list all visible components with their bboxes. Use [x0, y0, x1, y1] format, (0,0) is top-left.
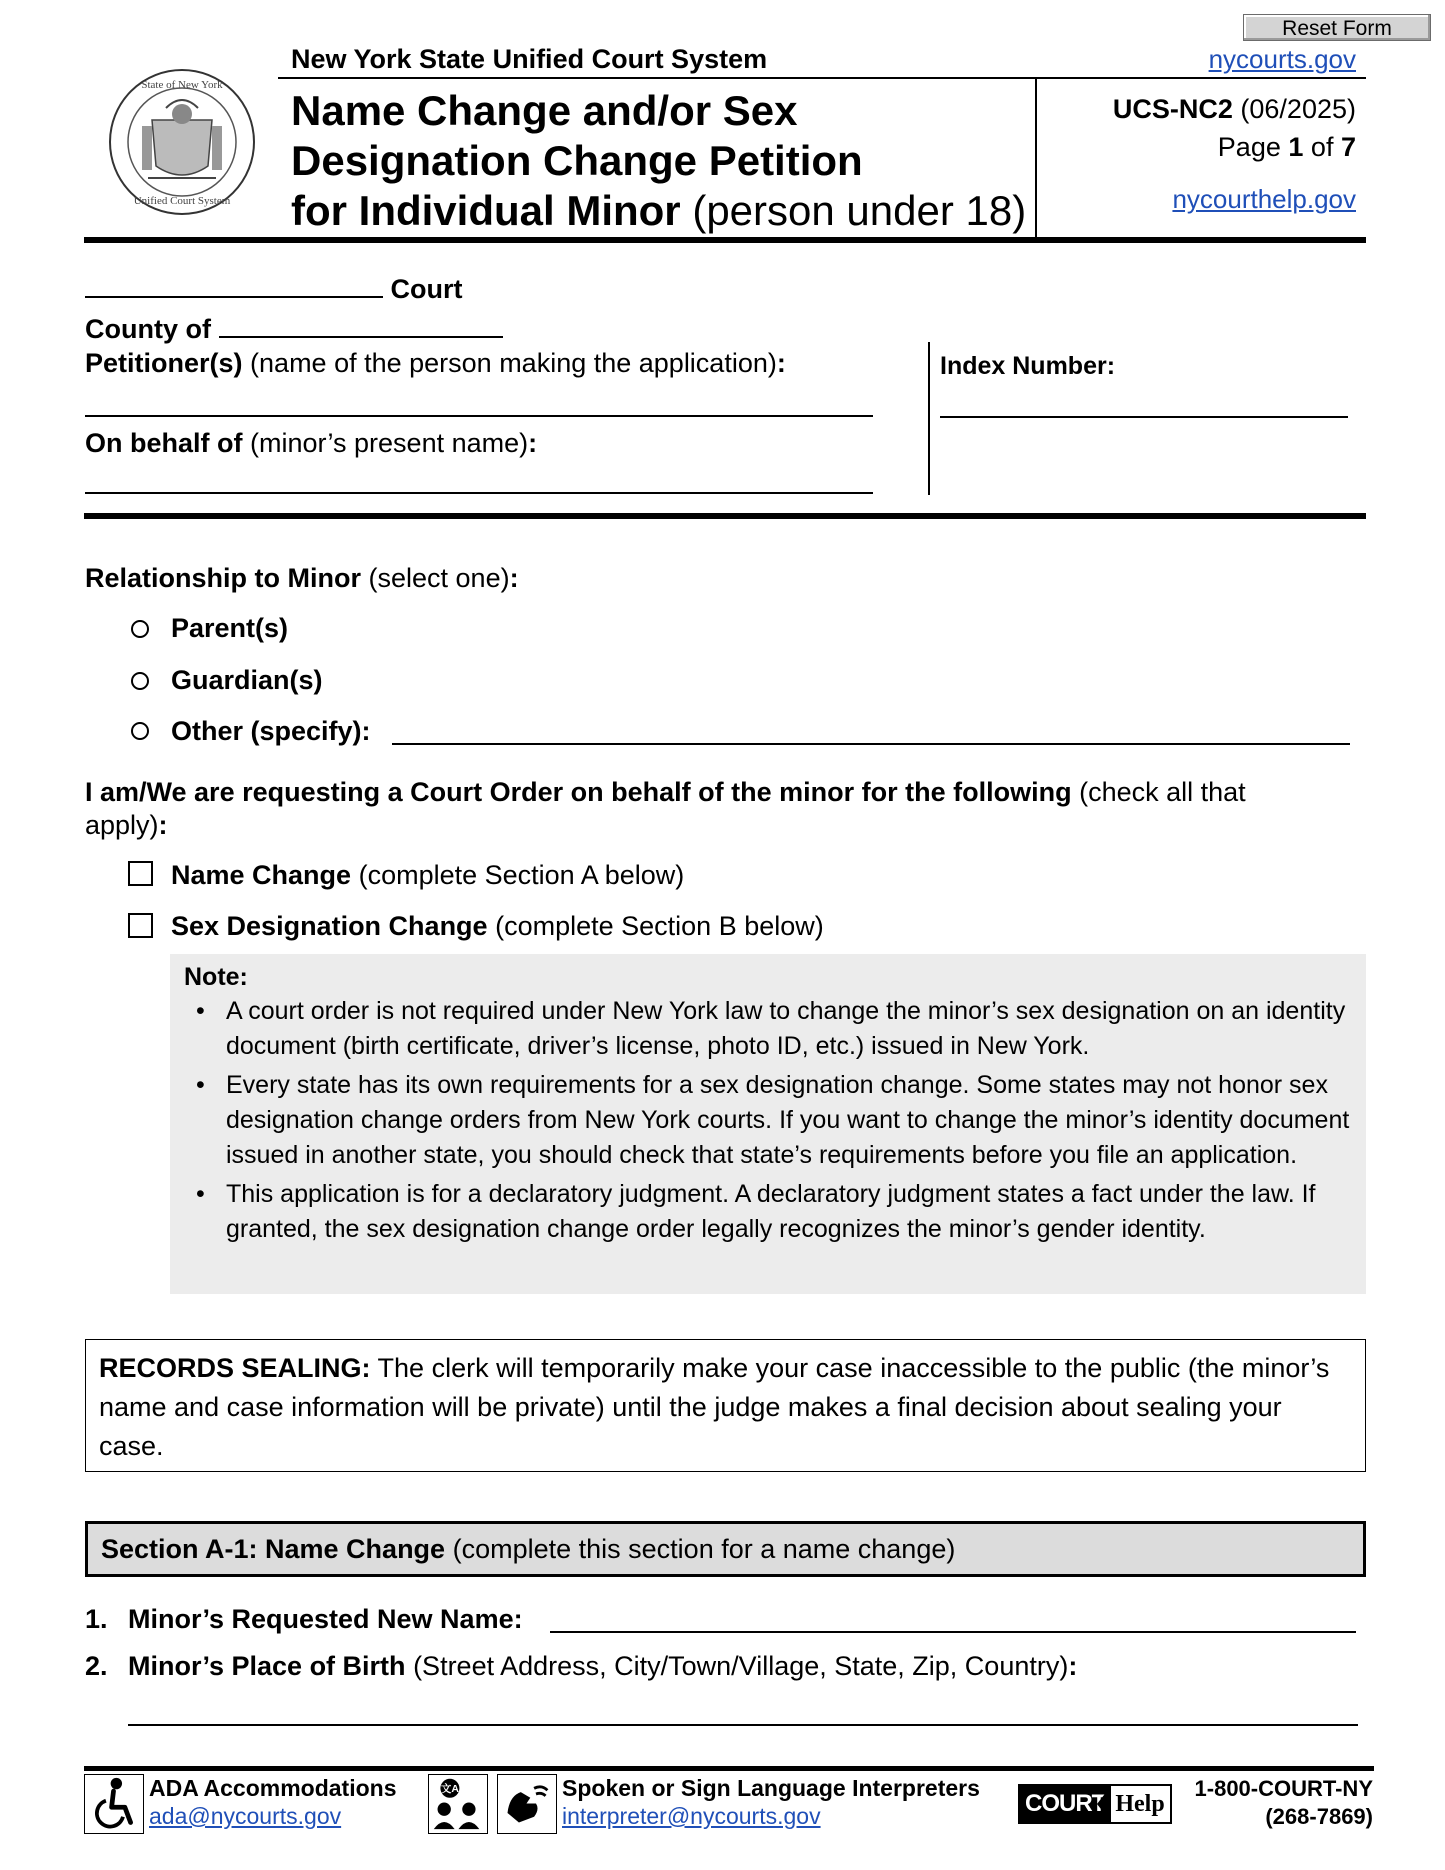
interpreter-icon: [428, 1774, 488, 1834]
reset-form-button[interactable]: Reset Form: [1243, 14, 1431, 41]
note-item: • Every state has its own requirements for a sex designation change. Some states may not honor sex designation change orders from New York courts. If you want to change the minor’s identity document issued in another state, you should check that state’s requirements before you file an application.: [184, 1068, 1354, 1173]
courthelp-logo: COURT Help: [1018, 1784, 1172, 1824]
petitioner-field[interactable]: [85, 415, 873, 417]
nycourthelp-link[interactable]: nycourthelp.gov: [1172, 184, 1356, 214]
svg-text:State of New York: State of New York: [141, 79, 223, 91]
sex-change-option: Sex Designation Change (complete Section B below): [171, 911, 824, 941]
footer-rule: [84, 1766, 1374, 1771]
option-other: Other (specify):: [171, 716, 371, 746]
sign-language-icon: [497, 1774, 557, 1834]
q2-label: Minor’s Place of Birth (Street Address, City/Town/Village, State, Zip, Country):: [128, 1651, 1078, 1681]
checkbox-name-change[interactable]: [128, 861, 153, 886]
checkbox-sex-change[interactable]: [128, 913, 153, 938]
note-list: [184, 994, 1354, 1251]
court-row: Court: [85, 268, 463, 305]
place-of-birth-field[interactable]: [128, 1724, 1358, 1726]
court-phone: 1-800-COURT-NY (268-7869): [1194, 1776, 1373, 1829]
org-name: New York State Unified Court System: [291, 44, 768, 74]
index-number-label: Index Number:: [940, 352, 1116, 380]
petitioner-row: Petitioner(s) (name of the person making the application):: [85, 348, 786, 378]
ada-title: ADA Accommodations: [149, 1775, 397, 1801]
other-specify-field[interactable]: [392, 743, 1350, 745]
form-info: UCS-NC2 (06/2025) Page 1 of 7: [1112, 94, 1356, 162]
header-divider: [1035, 77, 1037, 237]
county-row: County of: [85, 308, 503, 345]
svg-text:Unified Court System: Unified Court System: [133, 195, 231, 207]
note-item: • This application is for a declaratory judgment. A declaratory judgment states a fact under the law. If granted, the sex designation change order legally recognizes the minor’s gender identity.: [184, 1177, 1354, 1247]
nycourts-link[interactable]: nycourts.gov: [1208, 44, 1356, 74]
ada-email-link[interactable]: ada@nycourts.gov: [149, 1803, 342, 1829]
court-name-field[interactable]: [85, 268, 383, 298]
interpreter-title: Spoken or Sign Language Interpreters: [562, 1775, 980, 1801]
records-sealing-box: RECORDS SEALING: The clerk will temporarily make your case inaccessible to the public (the minor’s name and case information will be private) until the judge makes a final decision about sealing your case.: [85, 1339, 1366, 1472]
page-title: Name Change and/or Sex Designation Change Petition for Individual Minor (person under 18): [291, 87, 1027, 234]
radio-guardian[interactable]: [131, 672, 149, 690]
header-rule: [278, 77, 1366, 79]
section-a-header: Section A-1: Name Change (complete this section for a name change): [85, 1521, 1366, 1577]
name-change-option: Name Change (complete Section A below): [171, 860, 685, 890]
radio-parent[interactable]: [131, 620, 149, 638]
requested-new-name-field[interactable]: [550, 1631, 1356, 1633]
county-field[interactable]: [219, 308, 503, 338]
caption-bottom-rule: [84, 513, 1366, 519]
svg-text:文A: 文A: [440, 1784, 459, 1796]
note-item: • A court order is not required under New York law to change the minor’s sex designation on an identity document (birth certificate, driver’s license, photo ID, etc.) issued in New York.: [184, 994, 1354, 1064]
seal-icon: [108, 68, 256, 216]
minor-present-name-field[interactable]: [85, 492, 873, 494]
index-number-field[interactable]: [940, 416, 1348, 418]
interpreter-email-link[interactable]: interpreter@nycourts.gov: [562, 1803, 821, 1829]
q1-label: Minor’s Requested New Name:: [128, 1604, 523, 1634]
q1-number: 1.: [85, 1604, 108, 1634]
relationship-label: Relationship to Minor (select one):: [85, 563, 519, 593]
request-label: I am/We are requesting a Court Order on behalf of the minor for the following (check all that apply):: [85, 777, 1246, 840]
wheelchair-icon: [84, 1774, 144, 1834]
caption-divider: [928, 342, 930, 495]
radio-other[interactable]: [131, 722, 149, 740]
option-guardian: Guardian(s): [171, 665, 323, 695]
option-parent: Parent(s): [171, 613, 289, 643]
q2-number: 2.: [85, 1651, 108, 1681]
header-bottom-rule: [84, 237, 1366, 243]
behalf-row: On behalf of (minor’s present name):: [85, 428, 538, 458]
note-title: Note:: [184, 963, 248, 991]
